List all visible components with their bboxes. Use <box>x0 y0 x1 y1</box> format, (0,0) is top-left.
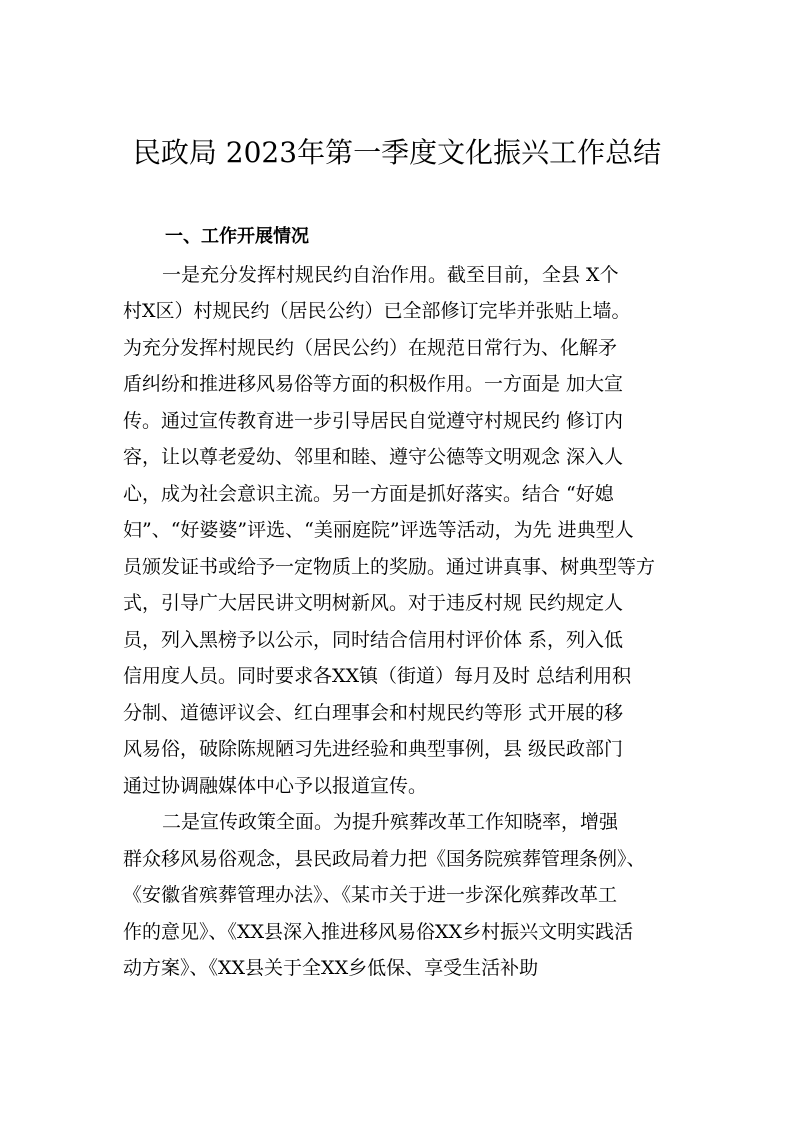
text-line: 盾纠纷和推进移风易俗等方面的积极作用。一方面是 加大宣 <box>123 373 624 395</box>
text-line: 群众移风易俗观念，县民政局着力把《国务院殡葬管理条例》、 <box>123 848 646 870</box>
text-line: 通过协调融媒体中心予以报道宣传。 <box>123 775 428 797</box>
text-line: 作的意见》、《XX县深入推进移风易俗XX乡村振兴文明实践活 <box>123 921 634 943</box>
text-line: 动方案》、《XX县关于全XX乡低保、享受生活补助 <box>123 957 539 979</box>
text-line: 式，引导广大居民讲文明树新风。对于违反村规 民约规定人 <box>123 592 624 614</box>
text-line: 容，让以尊老爱幼、邻里和睦、遵守公德等文明观念 深入人 <box>123 446 624 468</box>
text-line: 心，成为社会意识主流。另一方面是抓好落实。结合 “好媳 <box>123 483 614 505</box>
section-heading: 一、工作开展情况 <box>165 226 309 247</box>
text-line: 员，列入黑榜予以公示，同时结合信用村评价体 系，列入低 <box>123 629 624 651</box>
text-line: 分制、道德评议会、红白理事会和村规民约等形 式开展的移 <box>123 702 624 724</box>
text-line: 为充分发挥村规民约（居民公约）在规范日常行为、化解矛 <box>123 337 618 359</box>
text-line: 一是充分发挥村规民约自治作用。截至目前，全县 X个 <box>162 264 619 286</box>
text-line: 信用度人员。同时要求各XX镇（街道）每月及时 总结利用积 <box>123 665 632 687</box>
text-line: 传。通过宣传教育进一步引导居民自觉遵守村规民约 修订内 <box>123 410 624 432</box>
text-line: 妇”、“好婆婆”评选、“美丽庭院”评选等活动，为先 进典型人 <box>123 519 634 541</box>
text-line: 员颁发证书或给予一定物质上的奖励。通过讲真事、树典型等方 <box>123 556 656 578</box>
text-line: 风易俗，破除陈规陋习先进经验和典型事例，县 级民政部门 <box>123 738 624 760</box>
document-title: 民政局 2023年第一季度文化振兴工作总结 <box>132 136 662 169</box>
text-line: 村X区）村规民约（居民公约）已全部修订完毕并张贴上墙。 <box>123 300 631 322</box>
text-line: 《安徽省殡葬管理办法》、《某市关于进一步深化殡葬改革工 <box>123 884 618 906</box>
text-line: 二是宣传政策全面。为提升殡葬改革工作知晓率，增强 <box>162 811 619 833</box>
